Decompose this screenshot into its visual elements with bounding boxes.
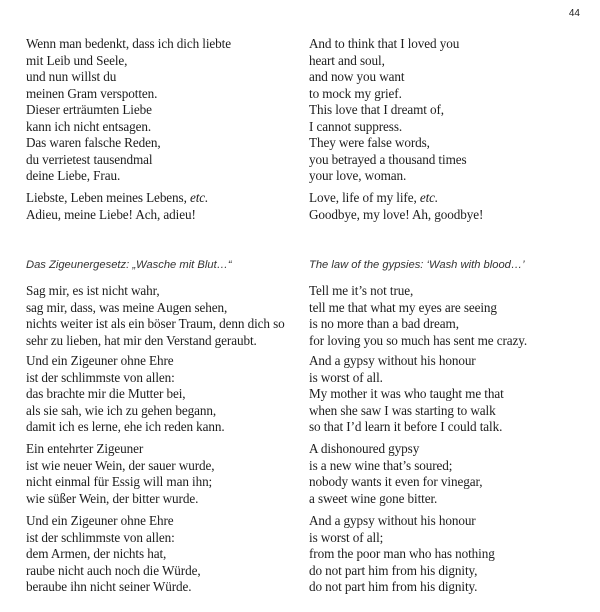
- verse-line: is worst of all.: [309, 369, 383, 385]
- stanza-de-1: [26, 36, 296, 185]
- verse-line: nicht einmal für Essig will man ihn;: [26, 474, 213, 489]
- verse-line: do not part him from his dignity,: [309, 562, 478, 578]
- verse-line: Sag mir, es ist nicht wahr,: [26, 283, 160, 298]
- verse-line: sag mir, dass, was meine Augen sehen,: [26, 299, 228, 315]
- verse-line: Tell me it’s not true,: [309, 283, 414, 298]
- verse-line: Adieu, meine Liebe! Ach, adieu!: [26, 206, 196, 222]
- verse-line: Ein entehrter Zigeuner: [26, 441, 144, 456]
- stanza-de-5: [26, 441, 296, 507]
- verse-line: My mother it was who taught me that: [309, 386, 504, 401]
- verse-line: mit Leib und Seele,: [26, 52, 128, 68]
- verse-line: meinen Gram verspotten.: [26, 85, 158, 101]
- verse-line: als sie sah, wie ich zu gehen begann,: [26, 402, 217, 418]
- stanza-de-6: [26, 513, 296, 596]
- verse-line: your love, woman.: [309, 168, 407, 183]
- verse-line: so that I’d learn it before I could talk.: [309, 419, 503, 434]
- verse-line: is worst of all;: [309, 529, 384, 545]
- verse-line: And a gypsy without his honour: [309, 513, 476, 528]
- verse-line: damit ich es lerne, ehe ich reden kann.: [26, 419, 225, 434]
- verse-line: dem Armen, der nichts hat,: [26, 546, 167, 561]
- verse-line: do not part him from his dignity.: [309, 579, 478, 594]
- verse-line: nobody wants it even for vinegar,: [309, 474, 483, 489]
- verse-line: I cannot suppress.: [309, 118, 403, 134]
- verse-line: from the poor man who has nothing: [309, 546, 495, 561]
- verse-text: Liebste, Leben meines Lebens,: [26, 190, 190, 205]
- etc-abbrev: etc.: [189, 190, 209, 205]
- verse-line: This love that I dreamt of,: [309, 102, 444, 117]
- verse-line: und nun willst du: [26, 69, 117, 84]
- english-column: [309, 0, 579, 612]
- verse-line: Das waren falsche Reden,: [26, 135, 161, 150]
- stanza-en-4: [309, 353, 579, 436]
- verse-line: And a gypsy without his honour: [309, 353, 476, 368]
- verse-line: A dishonoured gypsy: [309, 441, 420, 456]
- verse-line: [309, 190, 579, 207]
- verse-line: Wenn man bedenkt, dass ich dich liebte: [26, 36, 231, 51]
- verse-line: wie süßer Wein, der bitter wurde.: [26, 490, 199, 506]
- verse-line: a sweet wine gone bitter.: [309, 490, 438, 506]
- stanza-de-4: [26, 353, 296, 436]
- verse-line: ist wie neuer Wein, der sauer wurde,: [26, 457, 215, 473]
- stanza-de-3: [26, 283, 296, 349]
- verse-line: heart and soul,: [309, 52, 385, 68]
- verse-line: and now you want: [309, 69, 405, 84]
- stanza-en-2: [309, 190, 579, 223]
- stanza-de-2: [26, 190, 296, 223]
- verse-line: deine Liebe, Frau.: [26, 168, 121, 183]
- verse-line: you betrayed a thousand times: [309, 151, 467, 167]
- verse-line: raube nicht auch noch die Würde,: [26, 562, 201, 578]
- verse-line: tell me that what my eyes are seeing: [309, 299, 497, 315]
- verse-text: Love, life of my life,: [309, 190, 420, 205]
- section-heading-en: The law of the gypsies: ‘Wash with blood…’: [309, 259, 525, 271]
- stanza-en-3: [309, 283, 579, 349]
- verse-line: is no more than a bad dream,: [309, 316, 459, 331]
- verse-line: ist der schlimmste von allen:: [26, 369, 175, 385]
- verse-line: ist der schlimmste von allen:: [26, 529, 175, 545]
- verse-line: is a new wine that’s soured;: [309, 457, 453, 473]
- verse-line: when she saw I was starting to walk: [309, 402, 496, 418]
- verse-line: [26, 190, 296, 207]
- verse-line: And to think that I loved you: [309, 36, 460, 51]
- verse-line: Und ein Zigeuner ohne Ehre: [26, 353, 174, 368]
- verse-line: to mock my grief.: [309, 85, 402, 101]
- stanza-en-5: [309, 441, 579, 507]
- stanza-en-1: [309, 36, 579, 185]
- stanza-en-6: [309, 513, 579, 596]
- verse-line: Goodbye, my love! Ah, goodbye!: [309, 206, 484, 222]
- verse-line: Dieser erträumten Liebe: [26, 102, 152, 117]
- verse-line: kann ich nicht entsagen.: [26, 118, 152, 134]
- verse-line: They were false words,: [309, 135, 430, 150]
- verse-line: for loving you so much has sent me crazy.: [309, 332, 528, 348]
- etc-abbrev: etc.: [419, 190, 439, 205]
- verse-line: beraube ihn nicht seiner Würde.: [26, 579, 192, 594]
- verse-line: nichts weiter ist als ein böser Traum, denn dich so: [26, 316, 285, 331]
- verse-line: das brachte mir die Mutter bei,: [26, 386, 186, 401]
- page-number: 44: [568, 8, 580, 19]
- section-heading-de: Das Zigeunergesetz: „Wasche mit Blut…“: [26, 259, 232, 271]
- german-column: [26, 0, 296, 612]
- verse-line: Und ein Zigeuner ohne Ehre: [26, 513, 174, 528]
- verse-line: du verrietest tausendmal: [26, 151, 153, 167]
- verse-line: sehr zu lieben, hat mir den Verstand geraubt.: [26, 332, 257, 348]
